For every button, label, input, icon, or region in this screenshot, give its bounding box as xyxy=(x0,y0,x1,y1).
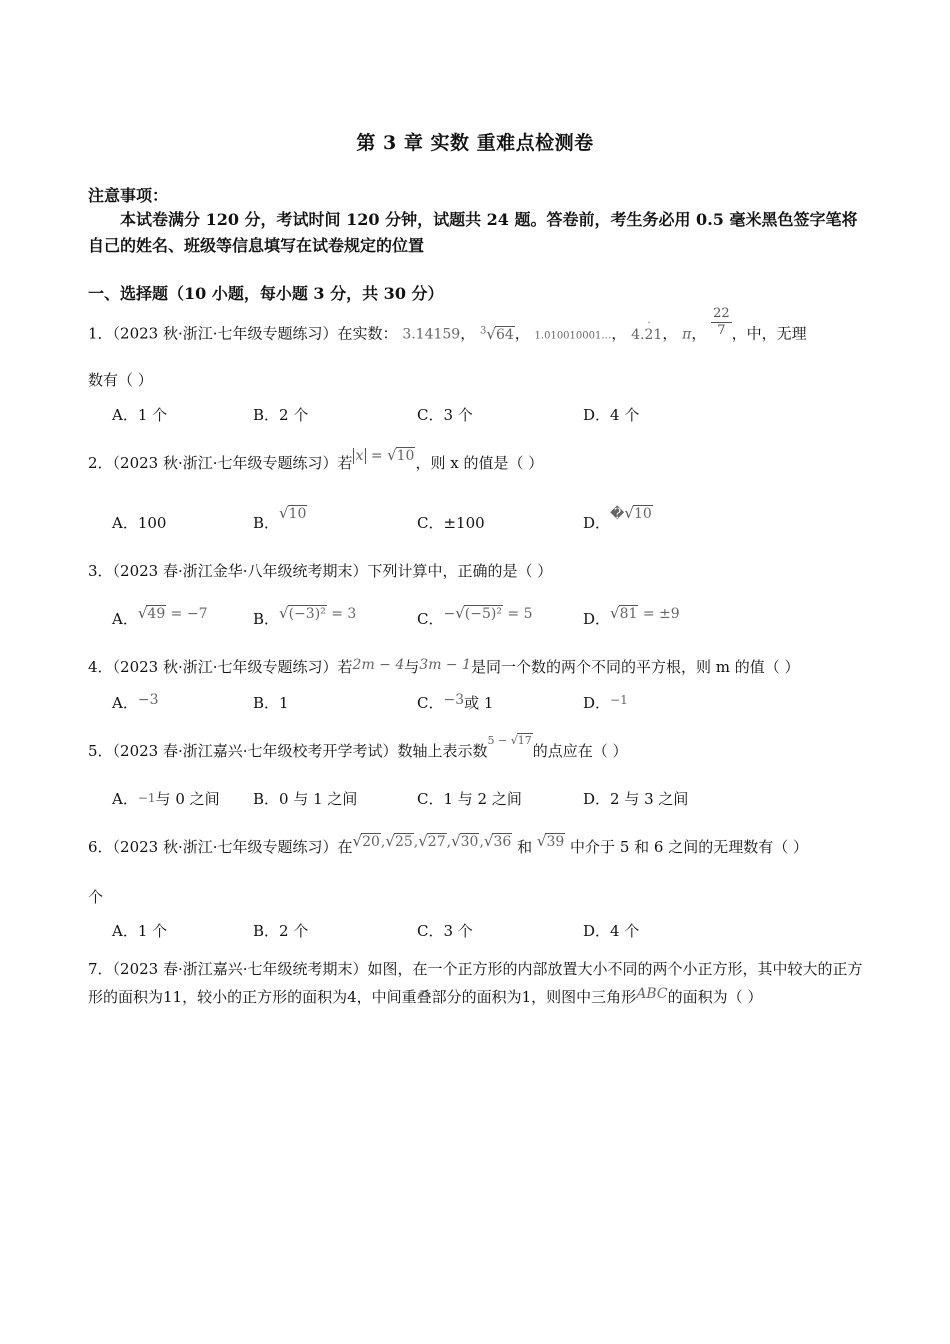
math-sqrt-list: √20,√25,√27,√30,√36 xyxy=(352,832,512,850)
radicand: 17 xyxy=(517,734,532,747)
options-q2 xyxy=(112,504,812,534)
question-text: 和 xyxy=(517,838,533,856)
option-b[interactable]: B．0 与 1 之间 xyxy=(253,790,358,808)
radicand: 36 xyxy=(493,834,512,850)
question-number: 1． xyxy=(88,324,113,343)
option-c[interactable]: C．3 个 xyxy=(417,406,473,424)
option-a[interactable]: A．1 个 xyxy=(112,406,168,424)
math-expr xyxy=(279,606,356,622)
section-heading: 一、选择题（10 小题，每小题 3 分，共 30 分） xyxy=(88,284,444,303)
equals: = xyxy=(366,448,388,464)
expr-prefix: 5 − xyxy=(487,734,511,747)
math-value: −1 xyxy=(137,791,156,805)
repeat-dot-icon: · xyxy=(647,317,651,329)
radicand: (−3)² xyxy=(288,606,326,622)
option-c[interactable]: C．±100 xyxy=(417,514,485,532)
unknown-sign-glyph: � xyxy=(610,506,625,522)
question-text: 的点应在（ ） xyxy=(532,742,628,760)
math-value: 1.010010001… xyxy=(534,330,612,342)
option-text: 与 0 之间 xyxy=(155,790,220,808)
option-label: C． xyxy=(417,694,444,712)
radical-sign-icon: √ xyxy=(137,604,148,622)
math-sqrt xyxy=(279,506,307,522)
math-triangle-label: ABC xyxy=(636,986,668,1002)
option-label: D． xyxy=(583,514,611,532)
option-b[interactable]: B．2 个 xyxy=(253,406,309,424)
radicand: 25 xyxy=(394,834,413,850)
page-title: 第 3 章 实数 重难点检测卷 xyxy=(356,132,594,154)
repeating-digits: 21 xyxy=(644,326,663,343)
radicand: 10 xyxy=(633,506,652,522)
option-label: D． xyxy=(583,610,611,628)
radical-sign-icon: √ xyxy=(385,832,395,850)
question-2 xyxy=(88,446,544,473)
options-q5 xyxy=(112,788,812,810)
math-sqrt xyxy=(610,506,653,522)
radical-sign-icon: √ xyxy=(455,604,465,622)
radical-sign-icon: √ xyxy=(486,324,496,343)
math-value: −3 xyxy=(137,692,159,708)
radicand: 10 xyxy=(288,506,307,522)
radicand: 27 xyxy=(427,834,446,850)
radical-sign-icon: √ xyxy=(536,832,547,850)
radical-sign-icon: √ xyxy=(483,832,494,850)
question-source: （2023 秋·浙江·七年级专题练习）在实数： xyxy=(112,324,398,343)
root-index: 3 xyxy=(480,324,487,336)
math-expr xyxy=(610,606,680,622)
notice-body: 本试卷满分 120 分，考试时间 120 分钟，试题共 24 题。答卷前，考生务必用 0.5 毫米黑色签字笔将自己的姓名、班级等信息填写在试卷规定的位置 xyxy=(88,210,858,255)
radical-sign-icon: √ xyxy=(279,604,289,622)
question-number: 7． xyxy=(88,960,113,978)
notice-heading: 注意事项： xyxy=(88,186,169,205)
question-text: ，则 x 的值是（ ） xyxy=(415,454,544,472)
radicand: 10 xyxy=(396,448,415,464)
option-d[interactable] xyxy=(583,604,680,629)
math-expr: 3m − 1 xyxy=(419,657,472,673)
minus-sign: − xyxy=(443,606,456,622)
question-7 xyxy=(88,955,866,1012)
question-1: 1．（2023 秋·浙江·七年级专题练习）在实数： 3.14159， $^3$√64， 1.010010001…， 4. · 21， π， $\frac{22}{7}$ ，中，无理 xyxy=(88,306,807,343)
radical-sign-icon: √ xyxy=(387,446,397,464)
option-b[interactable]: B．1 xyxy=(253,694,289,712)
option-label: A． xyxy=(112,610,138,628)
math-equation xyxy=(353,448,416,464)
radical-sign-icon: √ xyxy=(352,832,363,850)
question-number: 4． xyxy=(88,658,113,676)
question-source: （2023 春·浙江嘉兴·七年级校考开学考试）数轴上表示数 xyxy=(112,742,488,760)
option-d[interactable]: D．4 个 xyxy=(583,922,640,940)
option-b[interactable]: B．2 个 xyxy=(253,922,309,940)
question-text: （2023 春·浙江嘉兴·七年级统考期末）如图，在一个正方形的内部放置大小不同的两个小正方形，其中较大的正方形的面积为11，较小的正方形的面积为4，中间重叠部分的面积为1，则图中三角形 xyxy=(88,960,863,1006)
radical-sign-icon: √ xyxy=(510,734,518,747)
options-q1 xyxy=(112,404,812,426)
question-text: 中介于 5 和 6 之间的无理数有（ ） xyxy=(570,838,808,856)
math-value: −1 xyxy=(610,693,628,707)
math-pi: π xyxy=(682,326,692,343)
option-a[interactable] xyxy=(112,788,220,809)
rhs: = ±9 xyxy=(638,606,680,622)
radical-sign-icon: √ xyxy=(624,504,634,522)
option-c[interactable]: C．1 与 2 之间 xyxy=(417,790,522,808)
question-6-continued: 个 xyxy=(88,888,104,906)
option-c[interactable] xyxy=(417,692,493,713)
math-fraction xyxy=(711,306,732,339)
radicand: 20 xyxy=(362,834,380,850)
question-text: ，中，无理 xyxy=(731,324,807,343)
question-source: （2023 秋·浙江·七年级专题练习）在 xyxy=(112,838,353,856)
rhs: = 5 xyxy=(502,606,533,622)
options-q6 xyxy=(112,920,812,942)
denominator: 7 xyxy=(717,323,726,338)
abs-var: x xyxy=(353,448,367,464)
option-label: B． xyxy=(253,610,280,628)
question-number: 3． xyxy=(88,562,113,580)
math-value: −3 xyxy=(443,692,465,708)
question-source: （2023 秋·浙江·七年级专题练习）若 xyxy=(112,658,353,676)
math-repeating-decimal xyxy=(631,317,663,343)
radicand: 30 xyxy=(460,834,479,850)
numerator: 22 xyxy=(713,306,730,321)
option-a[interactable] xyxy=(112,692,158,713)
question-3 xyxy=(88,560,552,581)
question-6 xyxy=(88,832,808,857)
option-b[interactable] xyxy=(253,504,307,533)
option-label: A． xyxy=(112,790,138,808)
question-number: 2． xyxy=(88,454,113,472)
option-d[interactable] xyxy=(583,504,653,533)
decimal-prefix: 4. xyxy=(631,326,645,343)
radicand: 81 xyxy=(619,606,638,622)
math-expr: 2m − 4 xyxy=(352,657,405,673)
radicand: (−5)² xyxy=(464,606,502,622)
radicand: 39 xyxy=(546,834,565,850)
option-c[interactable]: C．3 个 xyxy=(417,922,473,940)
math-expr xyxy=(488,734,533,747)
radicand: 64 xyxy=(495,326,514,343)
options-q3 xyxy=(112,604,812,630)
math-expr xyxy=(443,606,532,622)
option-a[interactable] xyxy=(112,604,208,629)
radical-sign-icon: √ xyxy=(610,604,620,622)
option-c[interactable] xyxy=(417,604,533,629)
question-text: 的面积为（ ） xyxy=(667,988,763,1006)
rhs: = −7 xyxy=(166,606,208,622)
question-4 xyxy=(88,656,800,677)
radical-sign-icon: √ xyxy=(418,832,428,850)
question-text: 是同一个数的两个不同的平方根，则 m 的值（ ） xyxy=(471,658,800,676)
question-source: （2023 秋·浙江·七年级专题练习）若 xyxy=(112,454,353,472)
option-d[interactable]: D．4 个 xyxy=(583,406,640,424)
radical-sign-icon: √ xyxy=(451,832,461,850)
option-label: C． xyxy=(417,610,444,628)
question-number: 6． xyxy=(88,838,113,856)
option-d[interactable]: D．2 与 3 之间 xyxy=(583,790,689,808)
question-5 xyxy=(88,734,628,761)
option-d[interactable] xyxy=(583,692,628,713)
option-text: 或 1 xyxy=(464,694,494,712)
radicand: 49 xyxy=(147,606,166,622)
question-source: （2023 春·浙江金华·八年级统考期末）下列计算中，正确的是（ ） xyxy=(112,562,553,580)
option-label: A． xyxy=(112,694,138,712)
option-a[interactable]: A．1 个 xyxy=(112,922,168,940)
math-cube-root xyxy=(480,324,515,343)
question-1-continued: 数有（ ） xyxy=(88,371,153,389)
math-expr xyxy=(138,606,208,622)
math-value: 3.14159 xyxy=(402,326,461,343)
options-q4 xyxy=(112,692,812,714)
radical-sign-icon: √ xyxy=(279,504,289,522)
question-number: 5． xyxy=(88,742,113,760)
option-label: B． xyxy=(253,514,280,532)
option-label: D． xyxy=(583,694,611,712)
math-sqrt xyxy=(537,834,565,850)
question-text: 与 xyxy=(404,658,420,676)
option-a[interactable]: A．100 xyxy=(112,514,167,532)
option-b[interactable] xyxy=(253,604,357,629)
rhs: = 3 xyxy=(326,606,357,622)
